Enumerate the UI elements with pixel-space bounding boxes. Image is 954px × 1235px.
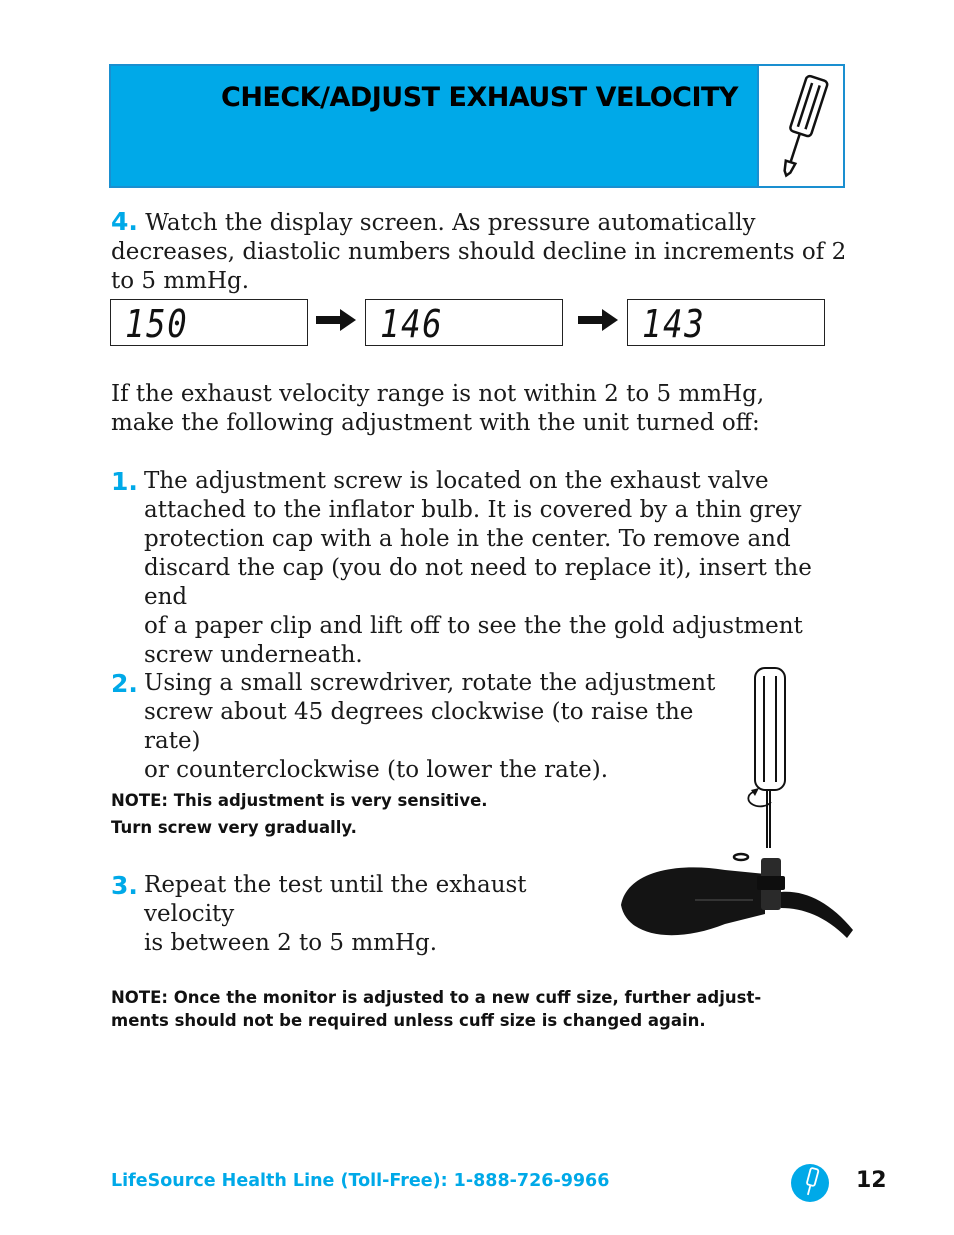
step-3 — [111, 871, 611, 956]
display-screen — [627, 299, 825, 346]
step-line: is between 2 to 5 mmHg. — [144, 930, 438, 956]
screwdriver-icon — [790, 1163, 830, 1203]
step-text: Watch the display screen. As pressure automatically decreases, diastolic numbers should decline in increments of 2 to 5 mmHg. — [111, 210, 847, 294]
step-line: The adjustment screw is located on the exhaust valve — [144, 468, 769, 494]
step-1 — [111, 467, 831, 668]
step-4 — [111, 207, 851, 296]
note-cuff-size — [111, 988, 761, 1030]
step-number: 3. — [111, 871, 138, 900]
step-line: discard the cap (you do not need to replace it), insert the end — [144, 555, 812, 610]
step-line: or counterclockwise (to lower the rate). — [144, 757, 609, 783]
arrow-right-icon — [316, 309, 356, 331]
note-line: NOTE: This adjustment is very sensitive. — [111, 791, 488, 810]
note-sensitive — [111, 791, 488, 837]
step-line: Repeat the test until the exhaust velocity — [144, 872, 527, 927]
step-line: screw about 45 degrees clockwise (to raise the rate) — [144, 699, 694, 754]
arrow-right-icon — [578, 309, 618, 331]
helpline-text: LifeSource Health Line (Toll-Free): 1-888-726-9966 — [111, 1171, 610, 1191]
note-line: NOTE: Once the monitor is adjusted to a new cuff size, further adjust- — [111, 988, 762, 1007]
step-line: protection cap with a hole in the center. To remove and — [144, 526, 791, 552]
step-number: 4. — [111, 207, 138, 236]
note-line: ments should not be required unless cuff size is changed again. — [111, 1011, 706, 1030]
step-number: 1. — [111, 467, 138, 496]
step-line: attached to the inflator bulb. It is covered by a thin grey — [144, 497, 802, 523]
inflator-bulb-illustration — [615, 662, 860, 947]
display-screen — [110, 299, 308, 346]
step-text — [144, 467, 831, 670]
step-line: screw underneath. — [144, 642, 363, 668]
step-text — [144, 871, 611, 958]
header-icon-frame — [757, 66, 843, 186]
section-header — [109, 64, 845, 188]
section-title: CHECK/ADJUST EXHAUST VELOCITY — [221, 82, 738, 113]
step-line: Using a small screwdriver, rotate the adjustment — [144, 670, 716, 696]
display-value: 143 — [642, 302, 706, 346]
step-number: 2. — [111, 669, 138, 698]
display-value: 146 — [380, 302, 444, 346]
screwdriver-icon — [767, 72, 837, 182]
display-screen — [365, 299, 563, 346]
step-line: of a paper clip and lift off to see the the gold adjustment — [144, 613, 803, 639]
page-number: 12 — [856, 1168, 887, 1193]
display-value: 150 — [125, 302, 189, 346]
note-line: Turn screw very gradually. — [111, 818, 357, 837]
intro-paragraph: If the exhaust velocity range is not within 2 to 5 mmHg, make the following adjustment with the unit turned off: — [111, 381, 765, 436]
